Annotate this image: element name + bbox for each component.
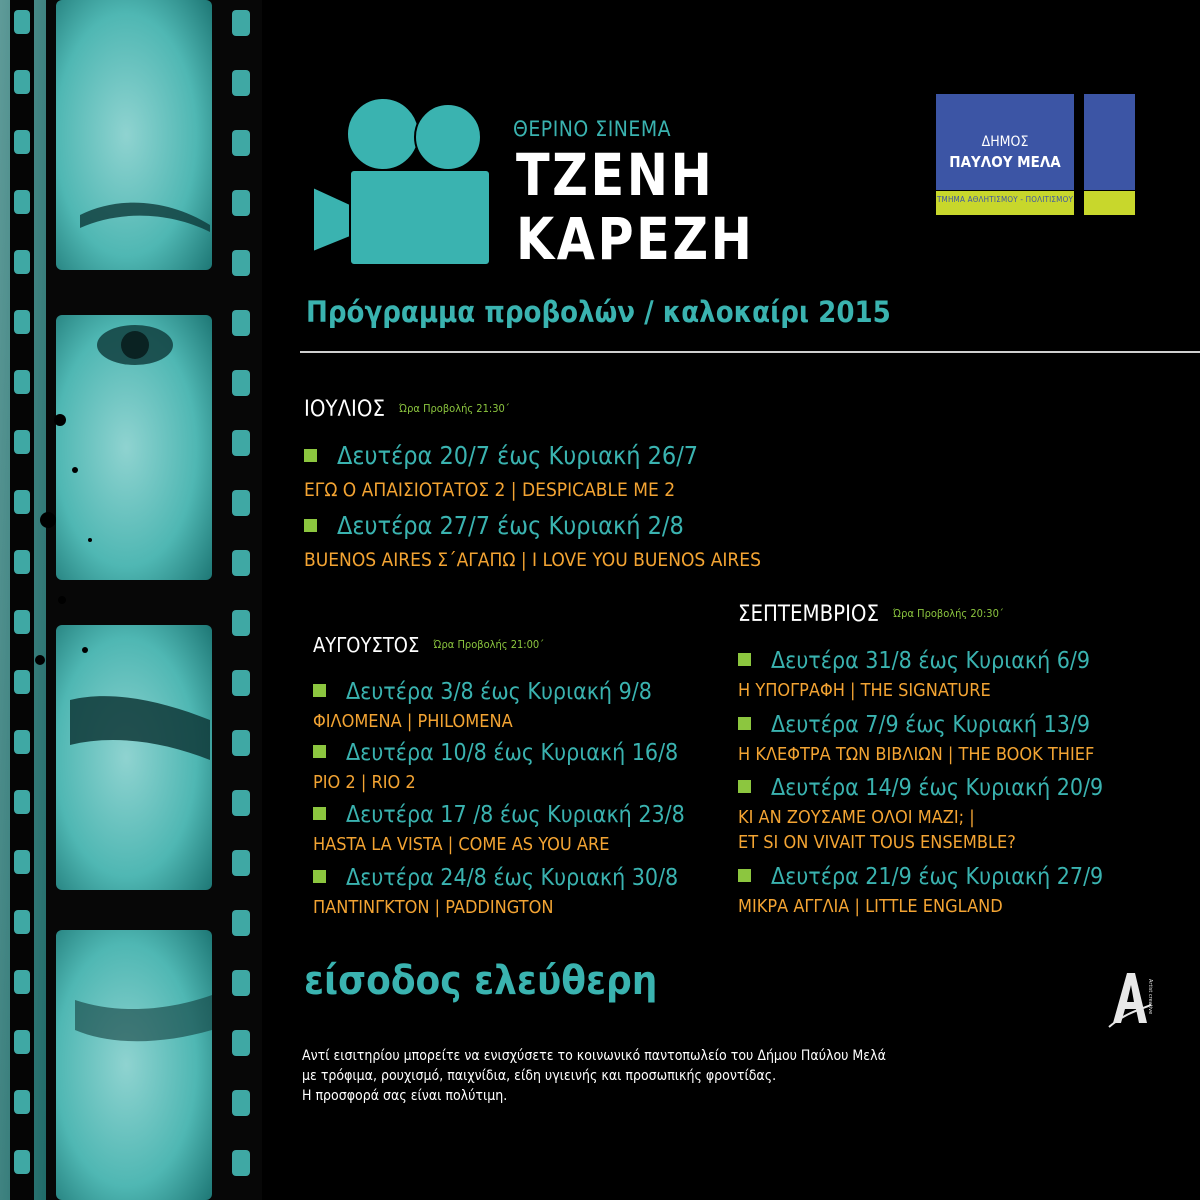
film-title: HASTA LA VISTA | COME AS YOU ARE — [313, 834, 610, 855]
bullet-square-icon — [313, 870, 326, 883]
film-title: Η ΚΛΕΦΤΡΑ ΤΩΝ ΒΙΒΛΙΩΝ | THE BOOK THIEF — [738, 744, 1095, 765]
film-title: Η ΥΠΟΓΡΑΦΗ | THE SIGNATURE — [738, 680, 991, 701]
schedule-item — [738, 864, 1103, 917]
schedule-item — [313, 802, 685, 855]
cinema-name-line2: ΚΑΡΕΖΗ — [516, 205, 755, 273]
month-heading-august — [313, 633, 544, 657]
municipality-name: ΠΑΥΛΟΥ ΜΕΛΑ — [949, 153, 1061, 171]
film-title: ΠΑΝΤΙΝΓΚΤΟΝ | PADDINGTON — [313, 897, 554, 918]
municipality-label: ΔΗΜΟΣ — [981, 134, 1029, 150]
schedule-item — [313, 865, 678, 918]
bullet-square-icon — [313, 745, 326, 758]
screening-time: Ώρα Προβολής 20:30΄ — [893, 607, 1004, 620]
municipality-department: ΤΜΗΜΑ ΑΘΛΗΤΙΣΜΟΥ - ΠΟΛΙΤΙΣΜΟΥ — [936, 195, 1074, 204]
schedule-dates: Δευτέρα 3/8 έως Κυριακή 9/8 — [313, 679, 652, 705]
note-line: Η προσφορά σας είναι πολύτιμη. — [302, 1088, 508, 1104]
schedule-item — [738, 648, 1090, 701]
artist-creative-logo — [1105, 965, 1155, 1030]
month-name: ΑΥΓΟΥΣΤΟΣ — [313, 633, 420, 657]
schedule-item — [738, 712, 1094, 765]
schedule-item — [304, 441, 698, 501]
schedule-dates: Δευτέρα 7/9 έως Κυριακή 13/9 — [738, 712, 1094, 738]
bullet-square-icon — [738, 653, 751, 666]
schedule-dates: Δευτέρα 20/7 έως Κυριακή 26/7 — [304, 441, 698, 470]
schedule-dates: Δευτέρα 10/8 έως Κυριακή 16/8 — [313, 740, 678, 766]
schedule-item — [313, 679, 652, 732]
bullet-square-icon — [304, 519, 317, 532]
schedule-dates: Δευτέρα 27/7 έως Κυριακή 2/8 — [304, 511, 761, 540]
film-title: ΕΓΩ Ο ΑΠΑΙΣΙΟΤΑΤΟΣ 2 | DESPICABLE ME 2 — [304, 479, 676, 501]
schedule-dates: Δευτέρα 17 /8 έως Κυριακή 23/8 — [313, 802, 685, 828]
schedule-item — [738, 775, 1103, 853]
film-camera-icon — [305, 92, 505, 272]
month-name: ΣΕΠΤΕΜΒΡΙΟΣ — [738, 602, 879, 627]
film-strip-graphic — [0, 0, 262, 1200]
film-title-continued: ET SI ON VIVAIT TOUS ENSEMBLE? — [738, 832, 1016, 853]
film-title: BUENOS AIRES Σ΄ΑΓΑΠΩ | I LOVE YOU BUENOS AIRES — [304, 549, 761, 571]
bullet-square-icon — [304, 449, 317, 462]
film-title: ΜΙΚΡΑ ΑΓΓΛΙΑ | LITTLE ENGLAND — [738, 896, 1003, 917]
bullet-square-icon — [738, 869, 751, 882]
municipality-logo-band-side — [1084, 191, 1135, 215]
schedule-dates: Δευτέρα 24/8 έως Κυριακή 30/8 — [313, 865, 678, 891]
bullet-square-icon — [738, 717, 751, 730]
municipality-logo-block-side — [1084, 94, 1135, 190]
film-title: ΚΙ ΑΝ ΖΟΥΣΑΜΕ ΟΛΟΙ ΜΑΖΙ; | — [738, 807, 975, 828]
bullet-square-icon — [738, 780, 751, 793]
bullet-square-icon — [313, 807, 326, 820]
cinema-subtitle: ΘΕΡΙΝΟ ΣΙΝΕΜΑ — [513, 117, 672, 141]
note-line: Αντί εισιτηρίου μπορείτε να ενισχύσετε το κοινωνικό παντοπωλείο του Δήμου Παύλου Μελά — [302, 1048, 886, 1064]
bullet-square-icon — [313, 684, 326, 697]
schedule-dates: Δευτέρα 21/9 έως Κυριακή 27/9 — [738, 864, 1103, 890]
municipality-logo — [936, 94, 1135, 215]
program-title: Πρόγραμμα προβολών / καλοκαίρι 2015 — [306, 295, 891, 329]
schedule-item — [313, 740, 678, 793]
film-title: ΡΙΟ 2 | RIO 2 — [313, 772, 416, 793]
artist-logo-text: Artist creative — [1147, 979, 1153, 1015]
donation-note — [302, 1046, 1122, 1106]
free-entry-heading: είσοδος ελεύθερη — [304, 958, 658, 1004]
month-name: ΙΟΥΛΙΟΣ — [304, 397, 385, 422]
film-title: ΦΙΛΟΜΕΝΑ | PHILOMENA — [313, 711, 513, 732]
screening-time: Ώρα Προβολής 21:30΄ — [398, 402, 510, 415]
schedule-item — [304, 511, 761, 571]
divider — [300, 351, 1200, 353]
screening-time: Ώρα Προβολής 21:00΄ — [433, 638, 545, 651]
note-line: με τρόφιμα, ρουχισμό, παιχνίδια, είδη υγιεινής και προσωπικής φροντίδας. — [302, 1068, 777, 1084]
month-heading-september — [738, 602, 1004, 627]
cinema-name-line1: ΤΖΕΝΗ — [516, 141, 715, 209]
schedule-dates: Δευτέρα 14/9 έως Κυριακή 20/9 — [738, 775, 1103, 801]
month-heading-july — [304, 397, 510, 422]
schedule-dates: Δευτέρα 31/8 έως Κυριακή 6/9 — [738, 648, 1090, 674]
